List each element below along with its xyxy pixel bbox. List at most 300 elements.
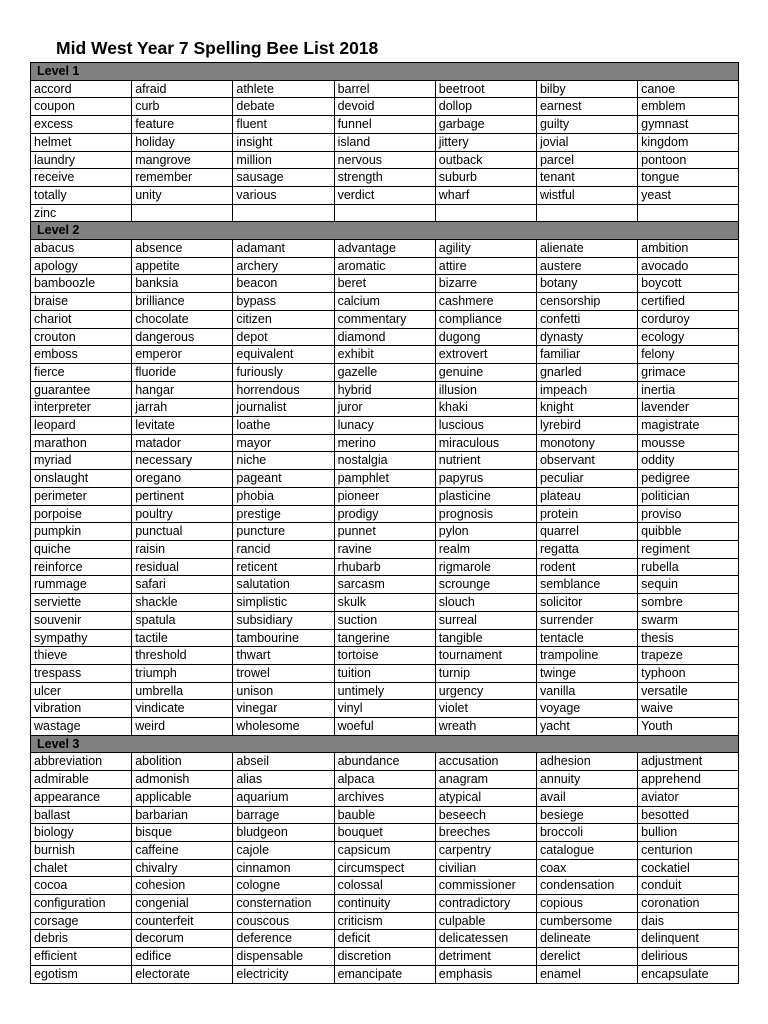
word-cell: bamboozle: [31, 275, 132, 293]
table-row: [31, 859, 739, 877]
word-cell: regiment: [638, 540, 739, 558]
level-heading: Level 2: [31, 222, 739, 240]
word-cell: criticism: [334, 912, 435, 930]
word-cell: totally: [31, 186, 132, 204]
table-row: [31, 169, 739, 187]
word-cell: helmet: [31, 133, 132, 151]
word-cell: punctual: [132, 523, 233, 541]
word-cell: impeach: [536, 381, 637, 399]
word-cell: apprehend: [638, 771, 739, 789]
word-cell: violet: [435, 700, 536, 718]
word-cell: [435, 204, 536, 222]
word-cell: emphasis: [435, 965, 536, 983]
word-cell: braise: [31, 293, 132, 311]
word-cell: oregano: [132, 470, 233, 488]
word-cell: corsage: [31, 912, 132, 930]
word-cell: perimeter: [31, 487, 132, 505]
word-cell: dugong: [435, 328, 536, 346]
word-cell: quibble: [638, 523, 739, 541]
word-cell: enamel: [536, 965, 637, 983]
word-cell: abolition: [132, 753, 233, 771]
word-cell: agility: [435, 240, 536, 258]
word-cell: reticent: [233, 558, 334, 576]
word-cell: monotony: [536, 434, 637, 452]
word-cell: couscous: [233, 912, 334, 930]
table-row: [31, 116, 739, 134]
word-cell: swarm: [638, 611, 739, 629]
word-cell: Youth: [638, 718, 739, 736]
table-row: [31, 965, 739, 983]
word-cell: niche: [233, 452, 334, 470]
word-cell: juror: [334, 399, 435, 417]
word-cell: beetroot: [435, 80, 536, 98]
word-cell: dispensable: [233, 948, 334, 966]
word-cell: bypass: [233, 293, 334, 311]
word-cell: safari: [132, 576, 233, 594]
table-row: [31, 328, 739, 346]
word-cell: sympathy: [31, 629, 132, 647]
word-table-body: [31, 63, 739, 984]
table-row: [31, 647, 739, 665]
word-cell: loathe: [233, 417, 334, 435]
word-cell: aromatic: [334, 257, 435, 275]
table-row: [31, 824, 739, 842]
word-cell: tentacle: [536, 629, 637, 647]
level-header-row: [31, 63, 739, 81]
word-cell: pertinent: [132, 487, 233, 505]
table-row: [31, 523, 739, 541]
word-cell: raisin: [132, 540, 233, 558]
word-cell: admonish: [132, 771, 233, 789]
word-cell: guilty: [536, 116, 637, 134]
word-cell: protein: [536, 505, 637, 523]
word-cell: wastage: [31, 718, 132, 736]
word-cell: hybrid: [334, 381, 435, 399]
table-row: [31, 948, 739, 966]
word-cell: porpoise: [31, 505, 132, 523]
word-cell: scrounge: [435, 576, 536, 594]
word-cell: residual: [132, 558, 233, 576]
word-cell: wistful: [536, 186, 637, 204]
word-cell: alias: [233, 771, 334, 789]
word-cell: bullion: [638, 824, 739, 842]
word-cell: apology: [31, 257, 132, 275]
word-cell: catalogue: [536, 841, 637, 859]
word-cell: chariot: [31, 310, 132, 328]
word-cell: diamond: [334, 328, 435, 346]
word-cell: shackle: [132, 594, 233, 612]
word-cell: funnel: [334, 116, 435, 134]
word-cell: congenial: [132, 895, 233, 913]
word-cell: aquarium: [233, 788, 334, 806]
word-cell: emancipate: [334, 965, 435, 983]
word-cell: insight: [233, 133, 334, 151]
word-cell: triumph: [132, 664, 233, 682]
word-cell: boycott: [638, 275, 739, 293]
word-cell: cinnamon: [233, 859, 334, 877]
word-cell: kingdom: [638, 133, 739, 151]
word-cell: electricity: [233, 965, 334, 983]
word-cell: holiday: [132, 133, 233, 151]
table-row: [31, 275, 739, 293]
word-cell: besotted: [638, 806, 739, 824]
word-cell: slouch: [435, 594, 536, 612]
word-cell: tangerine: [334, 629, 435, 647]
word-cell: pioneer: [334, 487, 435, 505]
word-cell: botany: [536, 275, 637, 293]
word-cell: delineate: [536, 930, 637, 948]
word-cell: culpable: [435, 912, 536, 930]
word-cell: vindicate: [132, 700, 233, 718]
word-cell: athlete: [233, 80, 334, 98]
word-cell: detriment: [435, 948, 536, 966]
table-row: [31, 133, 739, 151]
table-row: [31, 452, 739, 470]
word-cell: edifice: [132, 948, 233, 966]
word-cell: accord: [31, 80, 132, 98]
word-cell: thwart: [233, 647, 334, 665]
table-row: [31, 186, 739, 204]
word-cell: avail: [536, 788, 637, 806]
word-cell: emblem: [638, 98, 739, 116]
table-row: [31, 912, 739, 930]
word-cell: necessary: [132, 452, 233, 470]
word-cell: counterfeit: [132, 912, 233, 930]
word-cell: magistrate: [638, 417, 739, 435]
word-cell: tambourine: [233, 629, 334, 647]
word-cell: pamphlet: [334, 470, 435, 488]
word-cell: genuine: [435, 363, 536, 381]
word-cell: poultry: [132, 505, 233, 523]
word-cell: ballast: [31, 806, 132, 824]
word-cell: marathon: [31, 434, 132, 452]
word-cell: deficit: [334, 930, 435, 948]
word-cell: waive: [638, 700, 739, 718]
word-cell: jittery: [435, 133, 536, 151]
word-cell: gymnast: [638, 116, 739, 134]
word-cell: depot: [233, 328, 334, 346]
word-cell: yeast: [638, 186, 739, 204]
word-cell: crouton: [31, 328, 132, 346]
word-cell: admirable: [31, 771, 132, 789]
word-cell: prodigy: [334, 505, 435, 523]
word-cell: versatile: [638, 682, 739, 700]
word-cell: regatta: [536, 540, 637, 558]
word-cell: souvenir: [31, 611, 132, 629]
table-row: [31, 487, 739, 505]
word-cell: exhibit: [334, 346, 435, 364]
word-cell: debris: [31, 930, 132, 948]
table-row: [31, 505, 739, 523]
level-heading: Level 1: [31, 63, 739, 81]
word-cell: configuration: [31, 895, 132, 913]
word-cell: delicatessen: [435, 930, 536, 948]
word-cell: dollop: [435, 98, 536, 116]
word-cell: jovial: [536, 133, 637, 151]
table-row: [31, 629, 739, 647]
word-cell: suburb: [435, 169, 536, 187]
table-row: [31, 611, 739, 629]
word-cell: plasticine: [435, 487, 536, 505]
word-cell: rancid: [233, 540, 334, 558]
word-cell: vinyl: [334, 700, 435, 718]
word-cell: contradictory: [435, 895, 536, 913]
word-cell: surreal: [435, 611, 536, 629]
word-cell: tenant: [536, 169, 637, 187]
table-row: [31, 594, 739, 612]
word-cell: pontoon: [638, 151, 739, 169]
word-cell: banksia: [132, 275, 233, 293]
table-row: [31, 98, 739, 116]
word-cell: atypical: [435, 788, 536, 806]
word-cell: debate: [233, 98, 334, 116]
word-cell: burnish: [31, 841, 132, 859]
table-row: [31, 240, 739, 258]
word-cell: capsicum: [334, 841, 435, 859]
word-cell: devoid: [334, 98, 435, 116]
level-header-row: [31, 735, 739, 753]
word-cell: phobia: [233, 487, 334, 505]
word-cell: oddity: [638, 452, 739, 470]
table-row: [31, 895, 739, 913]
word-cell: remember: [132, 169, 233, 187]
table-row: [31, 151, 739, 169]
word-cell: nutrient: [435, 452, 536, 470]
word-cell: trapeze: [638, 647, 739, 665]
word-cell: semblance: [536, 576, 637, 594]
word-cell: bauble: [334, 806, 435, 824]
table-row: [31, 753, 739, 771]
word-cell: voyage: [536, 700, 637, 718]
word-cell: inertia: [638, 381, 739, 399]
word-cell: thesis: [638, 629, 739, 647]
word-cell: cocoa: [31, 877, 132, 895]
word-cell: laundry: [31, 151, 132, 169]
word-cell: matador: [132, 434, 233, 452]
word-cell: dangerous: [132, 328, 233, 346]
word-cell: untimely: [334, 682, 435, 700]
word-cell: suction: [334, 611, 435, 629]
word-cell: punnet: [334, 523, 435, 541]
word-cell: avocado: [638, 257, 739, 275]
word-cell: trespass: [31, 664, 132, 682]
word-cell: circumspect: [334, 859, 435, 877]
word-cell: realm: [435, 540, 536, 558]
word-cell: garbage: [435, 116, 536, 134]
word-cell: guarantee: [31, 381, 132, 399]
word-cell: pylon: [435, 523, 536, 541]
word-cell: archery: [233, 257, 334, 275]
word-cell: biology: [31, 824, 132, 842]
word-cell: interpreter: [31, 399, 132, 417]
word-cell: bisque: [132, 824, 233, 842]
word-cell: leopard: [31, 417, 132, 435]
word-cell: barrage: [233, 806, 334, 824]
word-cell: sequin: [638, 576, 739, 594]
word-cell: quiche: [31, 540, 132, 558]
word-cell: nervous: [334, 151, 435, 169]
word-cell: surrender: [536, 611, 637, 629]
word-cell: [638, 204, 739, 222]
word-cell: bilby: [536, 80, 637, 98]
table-row: [31, 682, 739, 700]
word-cell: skulk: [334, 594, 435, 612]
word-cell: knight: [536, 399, 637, 417]
word-cell: million: [233, 151, 334, 169]
table-row: [31, 877, 739, 895]
word-cell: delirious: [638, 948, 739, 966]
word-cell: twinge: [536, 664, 637, 682]
word-cell: beseech: [435, 806, 536, 824]
word-cell: adamant: [233, 240, 334, 258]
word-cell: attire: [435, 257, 536, 275]
word-cell: myriad: [31, 452, 132, 470]
word-cell: unity: [132, 186, 233, 204]
word-cell: trampoline: [536, 647, 637, 665]
word-cell: rigmarole: [435, 558, 536, 576]
word-cell: excess: [31, 116, 132, 134]
word-cell: tortoise: [334, 647, 435, 665]
word-cell: subsidiary: [233, 611, 334, 629]
word-cell: accusation: [435, 753, 536, 771]
word-cell: solicitor: [536, 594, 637, 612]
word-cell: yacht: [536, 718, 637, 736]
word-cell: delinquent: [638, 930, 739, 948]
word-cell: nostalgia: [334, 452, 435, 470]
word-cell: besiege: [536, 806, 637, 824]
word-cell: [536, 204, 637, 222]
word-cell: island: [334, 133, 435, 151]
word-cell: pedigree: [638, 470, 739, 488]
word-cell: horrendous: [233, 381, 334, 399]
word-cell: deference: [233, 930, 334, 948]
word-cell: abseil: [233, 753, 334, 771]
word-cell: trowel: [233, 664, 334, 682]
word-cell: felony: [638, 346, 739, 364]
word-cell: jarrah: [132, 399, 233, 417]
word-cell: weird: [132, 718, 233, 736]
word-cell: gazelle: [334, 363, 435, 381]
table-row: [31, 788, 739, 806]
word-cell: centurion: [638, 841, 739, 859]
word-cell: threshold: [132, 647, 233, 665]
word-cell: bludgeon: [233, 824, 334, 842]
table-row: [31, 558, 739, 576]
word-cell: vanilla: [536, 682, 637, 700]
word-cell: calcium: [334, 293, 435, 311]
word-cell: alienate: [536, 240, 637, 258]
word-cell: dynasty: [536, 328, 637, 346]
table-row: [31, 310, 739, 328]
table-row: [31, 293, 739, 311]
word-cell: [132, 204, 233, 222]
word-cell: appetite: [132, 257, 233, 275]
word-cell: archives: [334, 788, 435, 806]
word-cell: cajole: [233, 841, 334, 859]
table-row: [31, 718, 739, 736]
table-row: [31, 363, 739, 381]
word-cell: wharf: [435, 186, 536, 204]
word-cell: tactile: [132, 629, 233, 647]
word-cell: ecology: [638, 328, 739, 346]
word-cell: continuity: [334, 895, 435, 913]
word-cell: various: [233, 186, 334, 204]
word-cell: derelict: [536, 948, 637, 966]
word-cell: feature: [132, 116, 233, 134]
word-cell: brilliance: [132, 293, 233, 311]
word-cell: journalist: [233, 399, 334, 417]
word-cell: cashmere: [435, 293, 536, 311]
word-cell: vibration: [31, 700, 132, 718]
word-cell: emboss: [31, 346, 132, 364]
word-cell: caffeine: [132, 841, 233, 859]
word-cell: fierce: [31, 363, 132, 381]
word-cell: strength: [334, 169, 435, 187]
word-cell: austere: [536, 257, 637, 275]
word-cell: censorship: [536, 293, 637, 311]
word-cell: khaki: [435, 399, 536, 417]
word-cell: afraid: [132, 80, 233, 98]
word-cell: carpentry: [435, 841, 536, 859]
word-cell: advantage: [334, 240, 435, 258]
table-row: [31, 399, 739, 417]
word-cell: electorate: [132, 965, 233, 983]
word-cell: ulcer: [31, 682, 132, 700]
word-cell: urgency: [435, 682, 536, 700]
word-cell: tournament: [435, 647, 536, 665]
word-cell: proviso: [638, 505, 739, 523]
word-cell: aviator: [638, 788, 739, 806]
word-cell: commentary: [334, 310, 435, 328]
word-cell: abacus: [31, 240, 132, 258]
word-cell: adjustment: [638, 753, 739, 771]
word-cell: cohesion: [132, 877, 233, 895]
word-cell: typhoon: [638, 664, 739, 682]
table-row: [31, 434, 739, 452]
word-cell: fluoride: [132, 363, 233, 381]
word-cell: broccoli: [536, 824, 637, 842]
word-cell: coax: [536, 859, 637, 877]
word-cell: sarcasm: [334, 576, 435, 594]
word-cell: spatula: [132, 611, 233, 629]
word-cell: alpaca: [334, 771, 435, 789]
word-cell: beret: [334, 275, 435, 293]
word-cell: mayor: [233, 434, 334, 452]
word-cell: quarrel: [536, 523, 637, 541]
word-cell: grimace: [638, 363, 739, 381]
word-cell: parcel: [536, 151, 637, 169]
word-cell: abbreviation: [31, 753, 132, 771]
word-cell: encapsulate: [638, 965, 739, 983]
word-cell: cockatiel: [638, 859, 739, 877]
word-cell: decorum: [132, 930, 233, 948]
word-cell: prestige: [233, 505, 334, 523]
word-cell: lyrebird: [536, 417, 637, 435]
word-cell: lavender: [638, 399, 739, 417]
word-cell: curb: [132, 98, 233, 116]
word-cell: certified: [638, 293, 739, 311]
word-cell: egotism: [31, 965, 132, 983]
word-cell: observant: [536, 452, 637, 470]
word-cell: simplistic: [233, 594, 334, 612]
word-cell: sausage: [233, 169, 334, 187]
word-cell: barrel: [334, 80, 435, 98]
word-cell: chivalry: [132, 859, 233, 877]
word-cell: corduroy: [638, 310, 739, 328]
word-cell: condensation: [536, 877, 637, 895]
word-cell: outback: [435, 151, 536, 169]
word-cell: annuity: [536, 771, 637, 789]
